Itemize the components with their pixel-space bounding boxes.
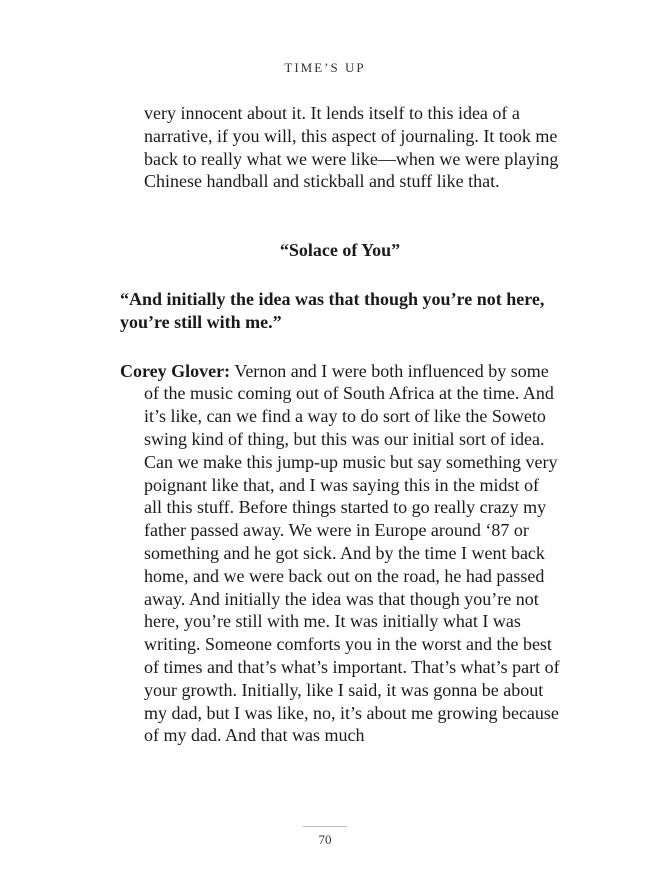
folio-divider [303, 826, 347, 827]
section-title: “Solace of You” [279, 240, 401, 261]
page-body [120, 102, 560, 747]
speaker-name: Corey Glover: [120, 360, 231, 381]
interview-paragraph [120, 360, 560, 748]
speaker-text: Vernon and I were both influenced by some of the music coming out of South Africa at the time. And it’s like, can we find a way to do sort of like the Soweto swing kind of thing, but this was our initial sort of idea. Can we make this jump-up music but say something very poignant like that, and I was saying this in the midst of all this stuff. Before things started to go really crazy my father passed away. We were in Europe around ‘87 or something and he got sick. And by the time I went back home, and we were back out on the road, he had passed away. And initially the idea was that though you’re not here, you’re still with me. It was initially what I was writing. Someone comforts you in the worst and the best of times and that’s what’s important. That’s what’s part of your growth. Initially, like I said, it was gonna be about my dad, but I was like, no, it’s about me growing because of my dad. And that was much [144, 360, 560, 746]
page-number: 70 [318, 832, 332, 847]
running-head: TIME’S UP [284, 60, 366, 75]
pull-quote: “And initially the idea was that though you’re not here, you’re still with me.” [120, 288, 545, 332]
continued-paragraph: very innocent about it. It lends itself to this idea of a narrative, if you will, this aspect of journaling. It took me back to really what we were like—when we were playing Chinese handball and stickball and stuff like that. [144, 103, 559, 192]
